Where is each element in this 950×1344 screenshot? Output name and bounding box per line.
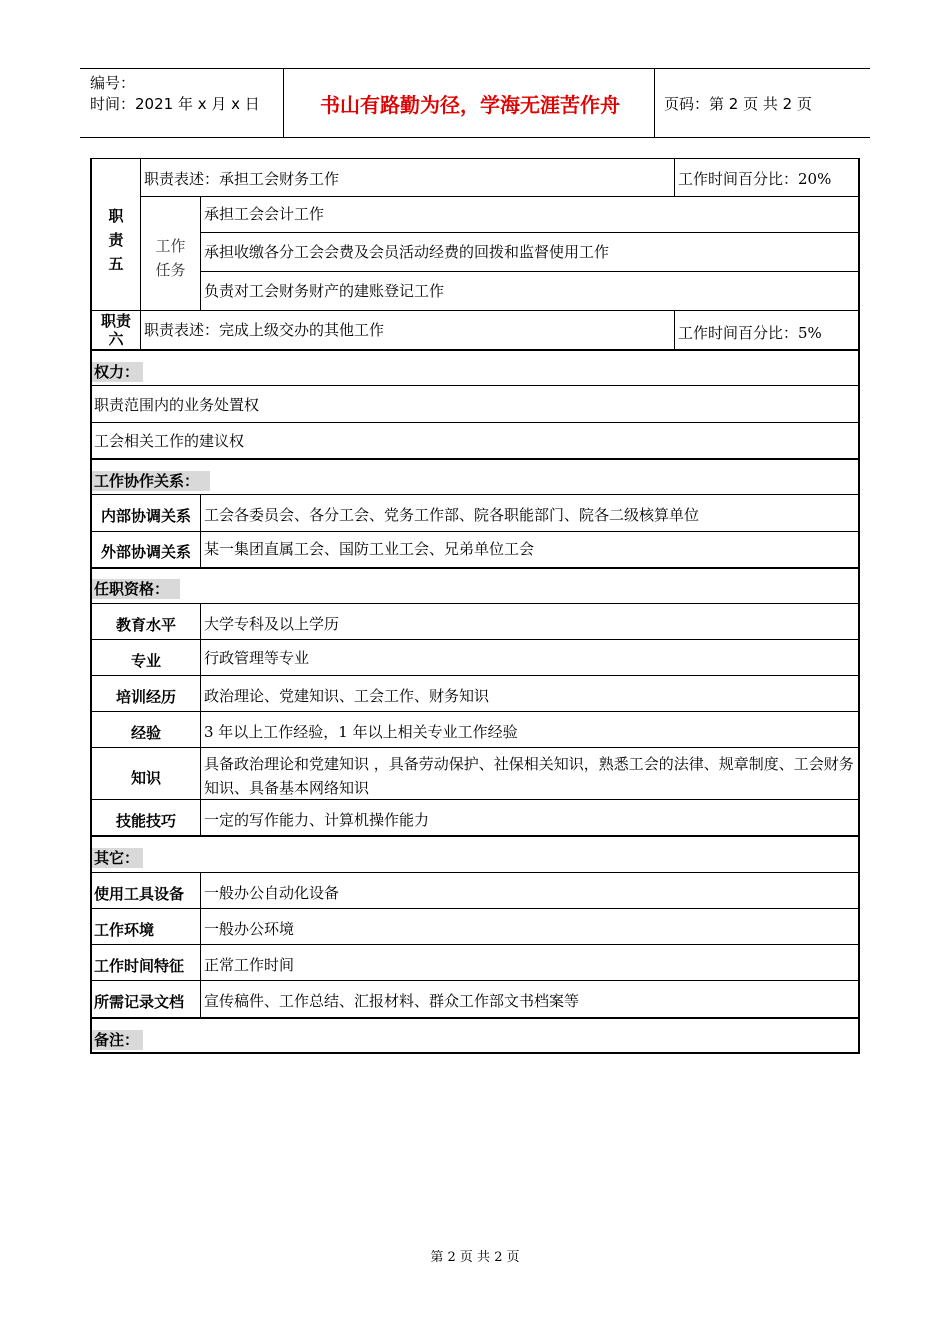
grid-line xyxy=(90,310,860,311)
duty6-label: 职责 六 xyxy=(100,312,131,348)
cooperation-section-title: 工作协作关系： xyxy=(92,471,210,491)
grid-line xyxy=(90,385,860,386)
grid-line xyxy=(90,980,860,981)
document-header xyxy=(80,68,870,138)
authority-item: 职责范围内的业务处置权 xyxy=(94,396,260,414)
table-border xyxy=(90,1052,860,1054)
work-hours-label: 工作时间特征 xyxy=(94,957,185,975)
duty5-tasks-label: 工作 任务 xyxy=(155,237,186,279)
knowledge-label: 知识 xyxy=(130,769,161,787)
tools-value: 一般办公自动化设备 xyxy=(204,884,340,902)
grid-line xyxy=(90,799,860,800)
qualification-section-title: 任职资格： xyxy=(92,579,180,599)
records-label: 所需记录文档 xyxy=(94,993,185,1011)
grid-line xyxy=(90,458,860,460)
grid-line xyxy=(90,531,860,532)
header-slogan: 书山有路勤为径，学海无涯苦作舟 xyxy=(320,92,620,117)
knowledge-value: 具备政治理论和党建知识 ，具备劳动保护、社保相关知识，熟悉工会的法律、规章制度、工会财务知识、具备基本网络知识 xyxy=(204,755,854,797)
grid-line xyxy=(90,422,860,423)
grid-line xyxy=(90,639,860,640)
grid-line xyxy=(90,711,860,712)
duty5-task: 负责对工会财务财产的建账登记工作 xyxy=(204,282,445,300)
environment-value: 一般办公环境 xyxy=(204,920,295,938)
grid-line xyxy=(201,232,859,233)
grid-line xyxy=(90,1017,860,1019)
table-border xyxy=(858,158,860,1054)
remarks-section-title: 备注： xyxy=(92,1030,143,1050)
internal-relations-value: 工会各委员会、各分工会、党务工作部、院各职能部门、院各二级核算单位 xyxy=(204,506,700,524)
grid-line xyxy=(90,349,860,351)
grid-line xyxy=(90,603,860,604)
header-page-info: 页码：第 2 页 共 2 页 xyxy=(664,94,812,113)
other-section-title: 其它： xyxy=(92,848,143,868)
grid-line xyxy=(90,872,860,873)
major-value: 行政管理等专业 xyxy=(204,649,310,667)
header-divider xyxy=(654,69,655,137)
table-border xyxy=(90,158,860,159)
grid-line xyxy=(90,494,860,495)
grid-line xyxy=(674,310,675,350)
grid-line xyxy=(200,872,201,1018)
skills-value: 一定的写作能力、计算机操作能力 xyxy=(204,811,430,829)
education-label: 教育水平 xyxy=(115,616,176,634)
grid-line xyxy=(90,944,860,945)
experience-value: 3 年以上工作经验，1 年以上相关专业工作经验 xyxy=(204,723,518,741)
grid-line xyxy=(90,908,860,909)
work-hours-value: 正常工作时间 xyxy=(204,956,295,974)
internal-relations-label: 内部协调关系 xyxy=(100,507,191,525)
grid-line xyxy=(201,271,859,272)
authority-item: 工会相关工作的建议权 xyxy=(94,432,245,450)
grid-line xyxy=(90,675,860,676)
doc-time-label: 时间：2021 年 x 月 x 日 xyxy=(90,95,260,113)
records-value: 宣传稿件、工作总结、汇报材料、群众工作部文书档案等 xyxy=(204,992,580,1010)
environment-label: 工作环境 xyxy=(94,921,155,939)
skills-label: 技能技巧 xyxy=(115,812,176,830)
duty5-description: 职责表述：承担工会财务工作 xyxy=(144,170,340,188)
grid-line xyxy=(674,158,675,196)
header-meta xyxy=(90,73,280,133)
major-label: 专业 xyxy=(130,652,161,670)
job-description-table xyxy=(90,158,860,1054)
grid-line xyxy=(200,603,201,836)
tools-label: 使用工具设备 xyxy=(94,885,185,903)
external-relations-label: 外部协调关系 xyxy=(100,543,191,561)
duty6-description: 职责表述：完成上级交办的其他工作 xyxy=(144,321,385,339)
page-footer: 第 2 页 共 2 页 xyxy=(430,1250,520,1265)
training-label: 培训经历 xyxy=(115,688,176,706)
duty5-time-percent: 工作时间百分比：20% xyxy=(678,170,832,188)
education-value: 大学专科及以上学历 xyxy=(204,615,340,633)
duty6-time-percent: 工作时间百分比：5% xyxy=(678,324,822,342)
grid-line xyxy=(90,567,860,569)
doc-number-label: 编号： xyxy=(90,74,136,92)
grid-line xyxy=(90,747,860,748)
table-border xyxy=(90,158,92,1054)
duty5-label: 职 责 五 xyxy=(108,207,124,273)
training-value: 政治理论、党建知识、工会工作、财务知识 xyxy=(204,687,490,705)
grid-line xyxy=(141,196,859,197)
grid-line xyxy=(90,835,860,837)
grid-line xyxy=(200,196,201,310)
header-divider xyxy=(283,69,284,137)
duty5-task: 承担收缴各分工会会费及会员活动经费的回拨和监督使用工作 xyxy=(204,243,610,261)
external-relations-value: 某一集团直属工会、国防工业工会、兄弟单位工会 xyxy=(204,540,535,558)
duty5-task: 承担工会会计工作 xyxy=(204,205,325,223)
experience-label: 经验 xyxy=(130,724,161,742)
authority-section-title: 权力： xyxy=(92,362,143,382)
